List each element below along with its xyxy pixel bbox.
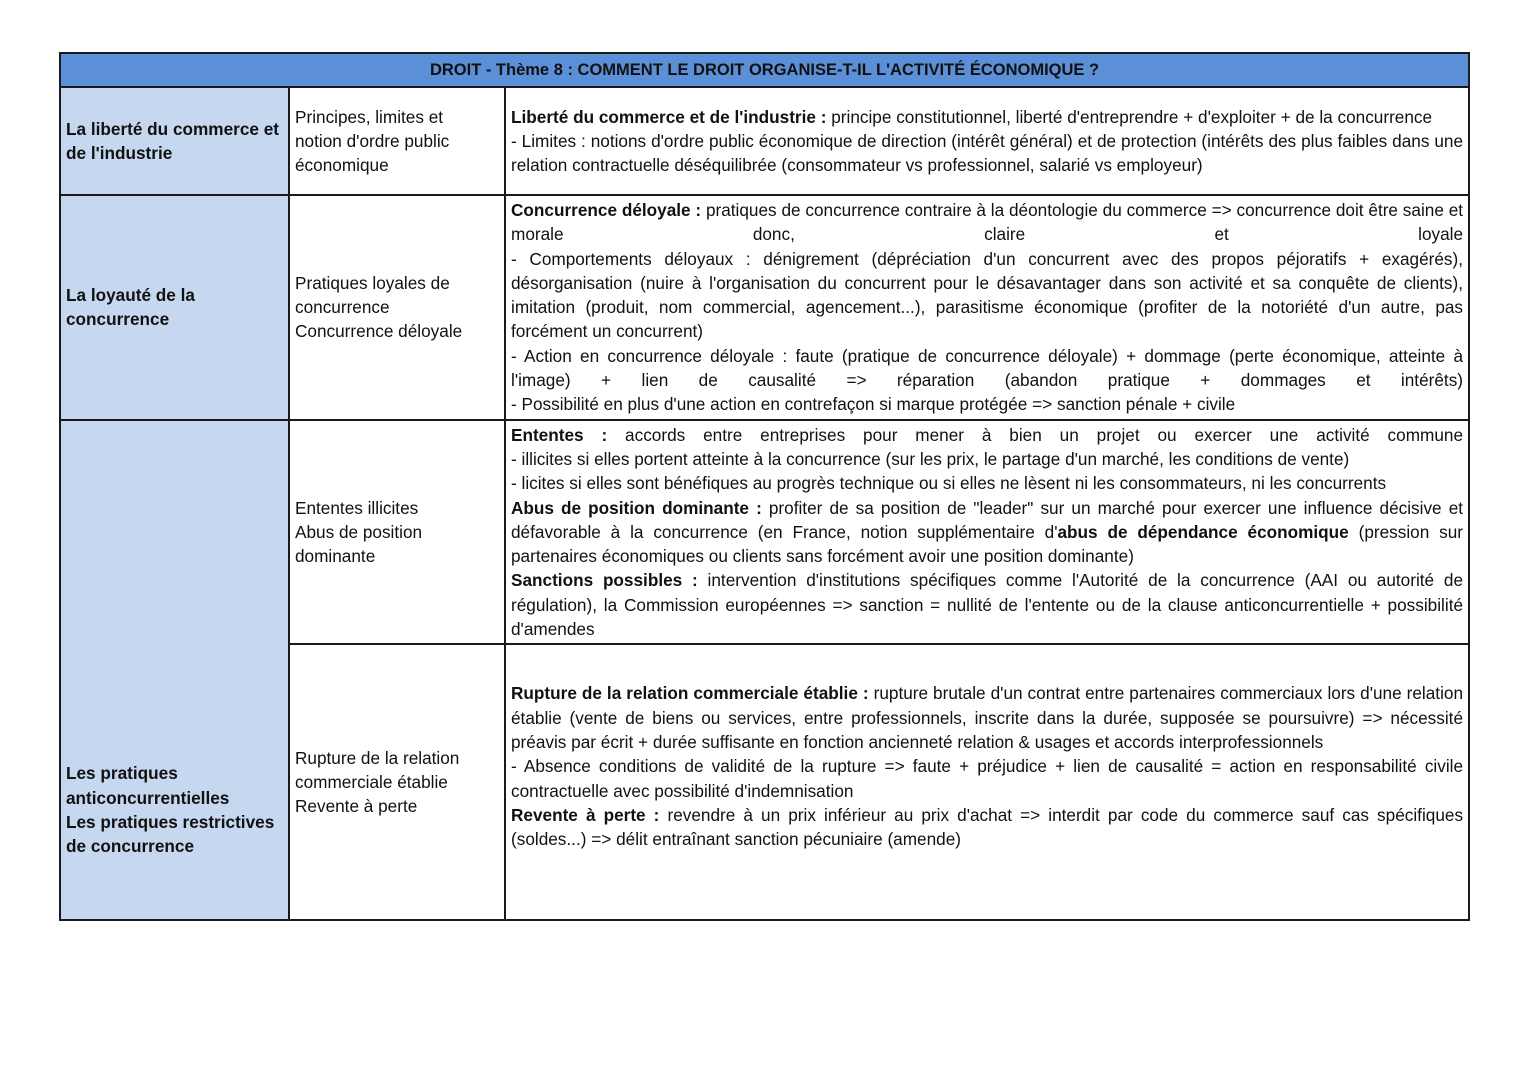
notion-line: Abus de position	[295, 521, 423, 542]
content-paragraph	[511, 423, 1463, 447]
content-paragraph	[511, 471, 1463, 495]
theme-line: Les pratiques restrictives	[66, 812, 275, 832]
content-cell	[505, 420, 1469, 645]
notion-cell	[289, 420, 505, 645]
content-paragraph	[511, 754, 1463, 803]
key-term: Concurrence déloyale :	[511, 200, 702, 220]
theme-cell: La liberté du commerce et de l'industrie	[60, 87, 289, 195]
notion-line: concurrence	[295, 297, 390, 318]
content-text: - licites si elles sont bénéfiques au progrès technique ou si elles ne lèsent ni les consommateurs, ni les concurrents	[511, 473, 1387, 494]
notion-line: notion d'ordre public	[295, 130, 450, 151]
notion-line: dominante	[295, 546, 376, 567]
key-term: abus de dépendance économique	[1057, 521, 1349, 542]
table-row	[60, 87, 1469, 195]
theme-cell	[60, 420, 289, 921]
content-paragraph	[511, 105, 1463, 129]
notion-cell	[289, 644, 505, 920]
theme-line: de concurrence	[66, 836, 194, 857]
notion-line: Rupture de la relation	[295, 747, 460, 768]
content-paragraph	[511, 681, 1463, 754]
content-paragraph	[511, 568, 1463, 641]
key-term: Abus de position dominante :	[511, 497, 762, 518]
content-text: (pression sur partenaires économiques ou clients sans forcément avoir une position dominante)	[511, 521, 1464, 567]
notion-line: Pratiques loyales de	[295, 272, 450, 293]
notion-line: Concurrence déloyale	[295, 321, 463, 342]
theme-cell: La loyauté de la concurrence	[60, 195, 289, 420]
key-term: Revente à perte :	[511, 804, 660, 825]
content-cell	[505, 644, 1469, 920]
notion-line: commerciale établie	[295, 772, 448, 793]
key-term: Sanctions possibles :	[511, 570, 698, 591]
content-paragraph	[511, 344, 1463, 393]
content-paragraph	[511, 198, 1463, 247]
content-text: rupture brutale d'un contrat entre partenaires commerciaux lors d'une relation établie (vente de biens ou services, entre professionnels, inscrite dans la durée, supposée se poursuivre) => nécessité préavis par écrit + durée suffisante en fonction ancienneté relation & usages et accords interprofessionnels	[511, 683, 1464, 752]
content-text: principe constitutionnel, liberté d'entreprendre + d'exploiter + de la concurrence	[826, 106, 1433, 127]
content-paragraph	[511, 803, 1463, 852]
theme-line: Les pratiques	[66, 763, 178, 784]
key-term: Ententes :	[511, 424, 608, 445]
content-text: revendre à un prix inférieur au prix d'achat => interdit par code du commerce sauf cas spécifiques (soldes...) => délit entraînant sanction pécuniaire (amende)	[511, 804, 1464, 850]
content-paragraph	[511, 392, 1463, 416]
content-cell	[505, 195, 1469, 420]
notion-cell	[289, 195, 505, 420]
content-text: intervention d'institutions spécifiques comme l'Autorité de la concurrence (AAI ou autorité de régulation), la Commission européennes => sanction = nullité de l'entente ou de la clause anticoncurrentielle + possibilité d'amendes	[511, 570, 1464, 640]
content-paragraph	[511, 247, 1463, 344]
notion-line: Revente à perte	[295, 796, 418, 817]
table-title: DROIT - Thème 8 : COMMENT LE DROIT ORGANISE-T-IL L'ACTIVITÉ ÉCONOMIQUE ?	[60, 53, 1469, 87]
course-table	[59, 52, 1470, 921]
content-text: - Comportements déloyaux : dénigrement (dépréciation d'un concurrent avec des propos péjoratifs + exagérés), désorganisation (nuire à l'organisation du concurrent pour le désavantager dans son activité et sa conquête de clients), imitation (produit, nom commercial, agencement...), parasitisme économique (profiter de la notoriété d'un autre, pas forcément un concurrent)	[511, 248, 1464, 342]
table-row	[60, 420, 1469, 645]
content-text: pratiques de concurrence contraire à la déontologie du commerce => concurrence doit être saine et morale donc, claire et loyale	[511, 200, 1464, 245]
content-text: - Action en concurrence déloyale : faute (pratique de concurrence déloyale) + dommage (perte économique, atteinte à l'image) + lien de causalité => réparation (abandon pratique + dommages et intérêts)	[511, 345, 1464, 391]
theme-line: anticoncurrentielles	[66, 787, 230, 808]
notion-cell	[289, 87, 505, 195]
content-paragraph	[511, 496, 1463, 569]
content-paragraph	[511, 447, 1463, 471]
content-text: accords entre entreprises pour mener à bien un projet ou exercer une activité commune	[607, 424, 1464, 445]
table-row	[60, 195, 1469, 420]
content-paragraph	[511, 129, 1463, 178]
key-term: Liberté du commerce et de l'industrie :	[511, 106, 827, 127]
notion-line: Principes, limites et	[295, 106, 444, 127]
content-cell	[505, 87, 1469, 195]
content-text: - Absence conditions de validité de la rupture => faute + préjudice + lien de causalité = action en responsabilité civile contractuelle avec possibilité d'indemnisation	[511, 756, 1464, 801]
content-text: - Limites : notions d'ordre public économique de direction (intérêt général) et de protection (intérêts des plus faibles dans une relation contractuelle déséquilibrée (consommateur vs professionnel, salarié vs employeur)	[511, 130, 1464, 176]
content-text: - illicites si elles portent atteinte à la concurrence (sur les prix, le partage d'un marché, les conditions de vente)	[511, 448, 1350, 469]
notion-line: économique	[295, 155, 389, 176]
content-text: - Possibilité en plus d'une action en contrefaçon si marque protégée => sanction pénale + civile	[511, 394, 1236, 415]
notion-line: Ententes illicites	[295, 497, 419, 518]
content-text: profiter de sa position de "leader" sur un marché pour exercer une influence décisive et défavorable à la concurrence (en France, notion supplémentaire d'	[511, 497, 1464, 542]
key-term: Rupture de la relation commerciale établie :	[511, 683, 869, 704]
